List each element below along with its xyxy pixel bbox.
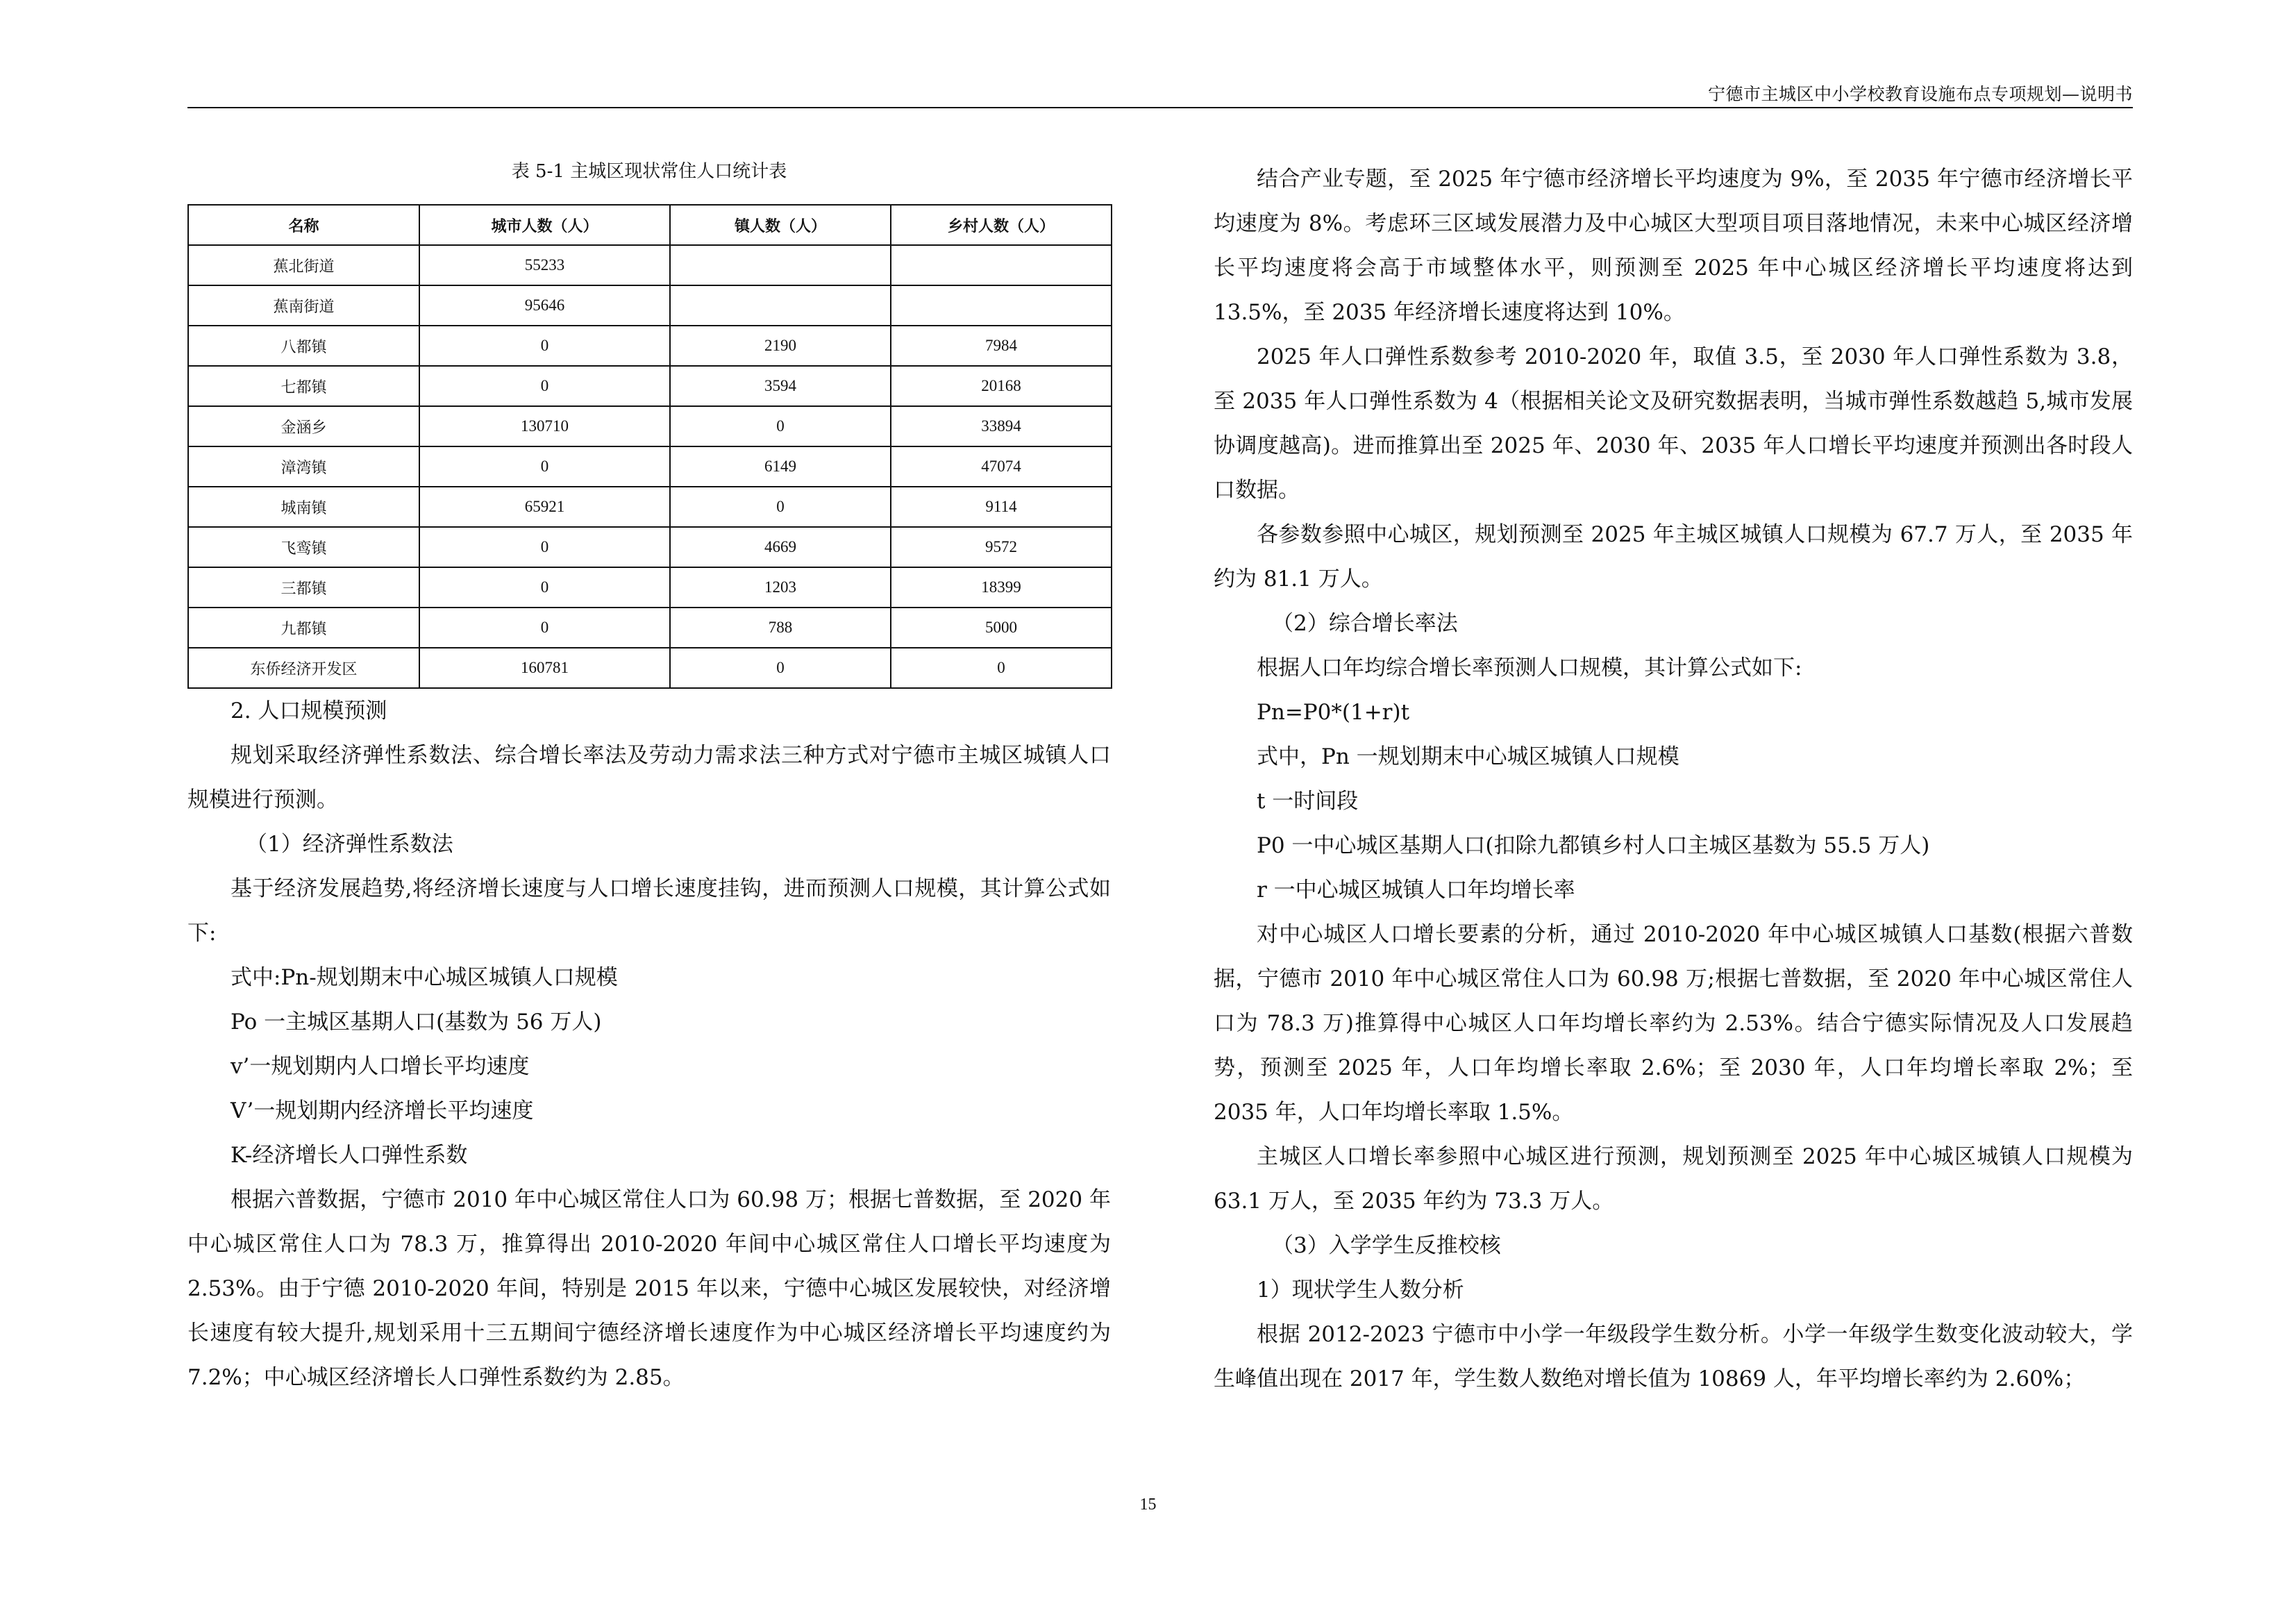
table-cell-rural: 9572 <box>891 527 1112 567</box>
census-paragraph: 根据六普数据，宁德市 2010 年中心城区常住人口为 60.98 万；根据七普数据，至 2020 年中心城区常住人口为 78.3 万，推算得出 2010-2020 年间中心城区常住人口增长平均速度为 2.53%。由于宁德 2010-2020 年间，特别是 2015 年以来，宁德中心城区发展较快，对经济增长速度有较大提升,规划采用十三五期间宁德经济增长速度作为中心城区经济增长平均速度约为 7.2%；中心城区经济增长人口弹性系数约为 2.85。 <box>187 1187 1111 1390</box>
table-cell-city: 0 <box>419 567 670 608</box>
definition-v-small: v’一规划期内人口增长平均速度 <box>231 1054 530 1079</box>
table-cell-name: 七都镇 <box>188 366 419 406</box>
definition-po: Po 一主城区基期人口(基数为 56 万人) <box>231 1010 602 1035</box>
subsection-heading: 1）现状学生人数分析 <box>1257 1278 1464 1303</box>
table-row <box>188 608 1112 648</box>
table-cell-rural: 5000 <box>891 608 1112 648</box>
table-cell-name: 金涵乡 <box>188 406 419 446</box>
section-heading: 2. 人口规模预测 <box>231 698 387 723</box>
table-cell-name: 蕉北街道 <box>188 245 419 285</box>
table-row <box>188 446 1112 487</box>
table-cell-town: 788 <box>670 608 891 648</box>
table-row <box>188 648 1112 688</box>
table-cell-name: 漳湾镇 <box>188 446 419 487</box>
table-cell-name: 飞鸾镇 <box>188 527 419 567</box>
table-cell-name: 八都镇 <box>188 326 419 366</box>
table-cell-rural: 18399 <box>891 567 1112 608</box>
analysis-paragraph: 对中心城区人口增长要素的分析，通过 2010-2020 年中心城区城镇人口基数(根据六普数据，宁德市 2010 年中心城区常住人口为 60.98 万;根据七普数据，至 2020 年中心城区常住人口为 78.3 万)推算得中心城区人口年均增长率约为 2.53%。结合宁德实际情况及人口发展趋势，预测至 2025 年，人口年均增长率取 2.6%；至 2030 年，人口年均增长率取 2%；至 2035 年，人口年均增长率取 1.5%。 <box>1214 922 2133 1125</box>
table-row <box>188 366 1112 406</box>
table-cell-name: 九都镇 <box>188 608 419 648</box>
table-cell-town: 0 <box>670 648 891 688</box>
method2-heading: （2）综合增长率法 <box>1272 611 1458 636</box>
forecast-paragraph-1: 各参数参照中心城区，规划预测至 2025 年主城区城镇人口规模为 67.7 万人，至 2035 年约为 81.1 万人。 <box>1214 522 2133 592</box>
table-cell-rural <box>891 245 1112 285</box>
forecast-paragraph-2: 主城区人口增长率参照中心城区进行预测，规划预测至 2025 年中心城区城镇人口规模为 63.1 万人，至 2035 年约为 73.3 万人。 <box>1214 1144 2133 1214</box>
growth-formula: Pn=P0*(1+r)t <box>1257 700 1410 725</box>
table-cell-rural: 9114 <box>891 487 1112 527</box>
table-cell-city: 160781 <box>419 648 670 688</box>
page-header: 宁德市主城区中小学校教育设施布点专项规划—说明书 <box>1707 84 2133 104</box>
table-cell-city: 0 <box>419 527 670 567</box>
table-cell-rural: 0 <box>891 648 1112 688</box>
table-cell-town: 2190 <box>670 326 891 366</box>
students-paragraph: 根据 2012-2023 宁德市中小学一年级段学生数分析。小学一年级学生数变化波动较大，学生峰值出现在 2017 年，学生数人数绝对增长值为 10869 人，年平均增长率约为 2.60%； <box>1214 1322 2133 1391</box>
table-row <box>188 245 1112 285</box>
table-cell-town: 4669 <box>670 527 891 567</box>
table-cell-name: 蕉南街道 <box>188 285 419 326</box>
left-column <box>187 157 1111 1400</box>
column-header: 名称 <box>188 205 419 245</box>
table-row <box>188 567 1112 608</box>
table-cell-name: 三都镇 <box>188 567 419 608</box>
table-cell-city: 130710 <box>419 406 670 446</box>
method2-description: 根据人口年均综合增长率预测人口规模，其计算公式如下: <box>1257 655 1802 680</box>
industry-paragraph: 结合产业专题，至 2025 年宁德市经济增长平均速度为 9%，至 2035 年宁德市经济增长平均速度为 8%。考虑环三区域发展潜力及中心城区大型项目项目落地情况，未来中心城区经济增长平均速度将会高于市域整体水平，则预测至 2025 年中心城区经济增长平均速度将达到 13.5%，至 2035 年经济增长速度将达到 10%。 <box>1214 167 2133 325</box>
table-cell-town <box>670 245 891 285</box>
table-cell-rural <box>891 285 1112 326</box>
table-cell-name: 东侨经济开发区 <box>188 648 419 688</box>
table-cell-town: 3594 <box>670 366 891 406</box>
table-cell-rural: 20168 <box>891 366 1112 406</box>
table-header-row <box>188 205 1112 245</box>
table-cell-name: 城南镇 <box>188 487 419 527</box>
table-cell-town: 0 <box>670 406 891 446</box>
definition-pn: 式中，Pn 一规划期末中心城区城镇人口规模 <box>1257 744 1679 769</box>
definition-k: K-经济增长人口弹性系数 <box>231 1143 468 1168</box>
table-cell-city: 55233 <box>419 245 670 285</box>
table-row <box>188 527 1112 567</box>
definition-v-large: V’一规划期内经济增长平均速度 <box>231 1098 534 1123</box>
table-row <box>188 487 1112 527</box>
table-row <box>188 326 1112 366</box>
table-cell-city: 0 <box>419 446 670 487</box>
definition-pn: 式中:Pn-规划期末中心城区城镇人口规模 <box>231 965 618 990</box>
table-cell-city: 0 <box>419 326 670 366</box>
table-cell-city: 95646 <box>419 285 670 326</box>
column-header: 城市人数（人） <box>419 205 670 245</box>
table-cell-city: 0 <box>419 366 670 406</box>
table-cell-town: 0 <box>670 487 891 527</box>
table-cell-city: 65921 <box>419 487 670 527</box>
intro-paragraph: 规划采取经济弹性系数法、综合增长率法及劳动力需求法三种方式对宁德市主城区城镇人口规模进行预测。 <box>187 743 1111 812</box>
method1-description: 基于经济发展趋势,将经济增长速度与人口增长速度挂钩，进而预测人口规模，其计算公式如下: <box>187 876 1111 946</box>
definition-t: t 一时间段 <box>1257 789 1359 814</box>
definition-r: r 一中心城区城镇人口年均增长率 <box>1257 878 1575 903</box>
column-header: 镇人数（人） <box>670 205 891 245</box>
column-header: 乡村人数（人） <box>891 205 1112 245</box>
definition-p0: P0 一中心城区基期人口(扣除九都镇乡村人口主城区基数为 55.5 万人) <box>1257 833 1930 858</box>
table-cell-rural: 47074 <box>891 446 1112 487</box>
right-column <box>1214 157 2133 1401</box>
header-divider <box>187 107 2133 108</box>
table-row <box>188 406 1112 446</box>
table-row <box>188 285 1112 326</box>
method1-heading: （1）经济弹性系数法 <box>246 832 453 857</box>
table-cell-rural: 7984 <box>891 326 1112 366</box>
table-cell-town: 1203 <box>670 567 891 608</box>
table-cell-rural: 33894 <box>891 406 1112 446</box>
table-cell-city: 0 <box>419 608 670 648</box>
table-caption: 表 5-1 主城区现状常住人口统计表 <box>511 161 787 182</box>
page-number: 15 <box>1139 1496 1157 1514</box>
population-table <box>187 204 1112 689</box>
method3-heading: （3）入学学生反推校核 <box>1272 1233 1501 1258</box>
elasticity-paragraph: 2025 年人口弹性系数参考 2010-2020 年，取值 3.5，至 2030 年人口弹性系数为 3.8，至 2035 年人口弹性系数为 4（根据相关论文及研究数据表明，当城市弹性系数越趋 5,城市发展协调度越高)。进而推算出至 2025 年、2030 年、2035 年人口增长平均速度并预测出各时段人口数据。 <box>1214 344 2133 503</box>
table-cell-town: 6149 <box>670 446 891 487</box>
table-cell-town <box>670 285 891 326</box>
